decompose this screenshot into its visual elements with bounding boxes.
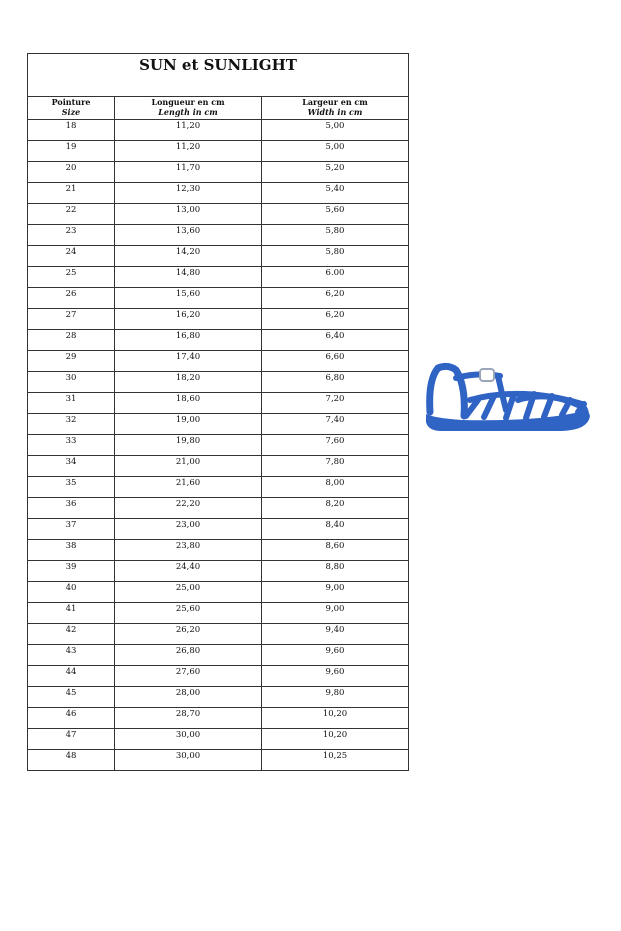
- length-cell: 17,40: [115, 351, 262, 372]
- header-size-fr: Pointure: [51, 97, 91, 107]
- length-cell: 16,20: [115, 309, 262, 330]
- size-cell: 48: [28, 750, 115, 771]
- table-row: [28, 330, 409, 351]
- length-cell: 27,60: [115, 666, 262, 687]
- size-cell: 29: [28, 351, 115, 372]
- width-cell: 10,20: [262, 729, 409, 750]
- table-row: [28, 414, 409, 435]
- table-row: [28, 729, 409, 750]
- length-cell: 18,20: [115, 372, 262, 393]
- width-cell: 9,60: [262, 666, 409, 687]
- length-cell: 11,20: [115, 141, 262, 162]
- table-row: [28, 267, 409, 288]
- table-row: [28, 540, 409, 561]
- table-row: [28, 225, 409, 246]
- length-cell: 30,00: [115, 750, 262, 771]
- size-cell: 27: [28, 309, 115, 330]
- table-row: [28, 183, 409, 204]
- length-cell: 19,80: [115, 435, 262, 456]
- width-cell: 7,80: [262, 456, 409, 477]
- table-row: [28, 120, 409, 141]
- width-cell: 9,60: [262, 645, 409, 666]
- table-row: [28, 603, 409, 624]
- table-row: [28, 624, 409, 645]
- length-cell: 26,80: [115, 645, 262, 666]
- size-cell: 43: [28, 645, 115, 666]
- length-cell: 26,20: [115, 624, 262, 645]
- chart-title: SUN et SUNLIGHT: [28, 54, 409, 97]
- size-cell: 32: [28, 414, 115, 435]
- blue-jelly-sandal-icon: [422, 360, 592, 435]
- length-cell: 24,40: [115, 561, 262, 582]
- size-cell: 25: [28, 267, 115, 288]
- length-cell: 25,00: [115, 582, 262, 603]
- table-row: [28, 204, 409, 225]
- size-cell: 34: [28, 456, 115, 477]
- table-row: [28, 456, 409, 477]
- size-cell: 46: [28, 708, 115, 729]
- width-cell: 8,80: [262, 561, 409, 582]
- table-row: [28, 477, 409, 498]
- size-chart-table: [27, 53, 409, 771]
- size-cell: 26: [28, 288, 115, 309]
- length-cell: 13,00: [115, 204, 262, 225]
- table-row: [28, 582, 409, 603]
- width-cell: 9,80: [262, 687, 409, 708]
- size-cell: 19: [28, 141, 115, 162]
- table-row: [28, 162, 409, 183]
- width-cell: 9,40: [262, 624, 409, 645]
- length-cell: 28,00: [115, 687, 262, 708]
- table-row: [28, 645, 409, 666]
- width-cell: 6,20: [262, 309, 409, 330]
- header-size-en: Size: [61, 107, 81, 117]
- size-cell: 35: [28, 477, 115, 498]
- length-cell: 22,20: [115, 498, 262, 519]
- length-cell: 11,20: [115, 120, 262, 141]
- size-cell: 41: [28, 603, 115, 624]
- size-cell: 38: [28, 540, 115, 561]
- size-cell: 31: [28, 393, 115, 414]
- size-cell: 30: [28, 372, 115, 393]
- width-cell: 9,00: [262, 582, 409, 603]
- length-cell: 28,70: [115, 708, 262, 729]
- size-cell: 23: [28, 225, 115, 246]
- width-cell: 7,40: [262, 414, 409, 435]
- header-width: [262, 97, 409, 120]
- table-row: [28, 351, 409, 372]
- width-cell: 6,20: [262, 288, 409, 309]
- header-length-en: Length in cm: [158, 107, 218, 117]
- length-cell: 23,00: [115, 519, 262, 540]
- width-cell: 5,80: [262, 246, 409, 267]
- length-cell: 25,60: [115, 603, 262, 624]
- table-row: [28, 141, 409, 162]
- length-cell: 15,60: [115, 288, 262, 309]
- table-row: [28, 372, 409, 393]
- width-cell: 8,40: [262, 519, 409, 540]
- width-cell: 6,80: [262, 372, 409, 393]
- length-cell: 18,60: [115, 393, 262, 414]
- length-cell: 23,80: [115, 540, 262, 561]
- header-width-en: Width in cm: [307, 107, 363, 117]
- width-cell: 7,20: [262, 393, 409, 414]
- table-row: [28, 561, 409, 582]
- table-row: [28, 498, 409, 519]
- width-cell: 7,60: [262, 435, 409, 456]
- length-cell: 12,30: [115, 183, 262, 204]
- size-cell: 44: [28, 666, 115, 687]
- size-cell: 28: [28, 330, 115, 351]
- length-cell: 21,00: [115, 456, 262, 477]
- header-size: [28, 97, 115, 120]
- width-cell: 5,60: [262, 204, 409, 225]
- size-rows: [28, 120, 409, 771]
- table-row: [28, 393, 409, 414]
- size-cell: 45: [28, 687, 115, 708]
- width-cell: 5,40: [262, 183, 409, 204]
- width-cell: 5,00: [262, 120, 409, 141]
- width-cell: 8,60: [262, 540, 409, 561]
- table-row: [28, 246, 409, 267]
- width-cell: 8,00: [262, 477, 409, 498]
- length-cell: 13,60: [115, 225, 262, 246]
- size-cell: 47: [28, 729, 115, 750]
- length-cell: 21,60: [115, 477, 262, 498]
- width-cell: 5,80: [262, 225, 409, 246]
- width-cell: 5,00: [262, 141, 409, 162]
- header-length: [115, 97, 262, 120]
- length-cell: 19,00: [115, 414, 262, 435]
- size-cell: 40: [28, 582, 115, 603]
- table-row: [28, 288, 409, 309]
- length-cell: 11,70: [115, 162, 262, 183]
- size-cell: 21: [28, 183, 115, 204]
- width-cell: 8,20: [262, 498, 409, 519]
- width-cell: 6,40: [262, 330, 409, 351]
- size-cell: 18: [28, 120, 115, 141]
- size-cell: 36: [28, 498, 115, 519]
- width-cell: 5,20: [262, 162, 409, 183]
- header-length-fr: Longueur en cm: [151, 97, 225, 107]
- length-cell: 14,80: [115, 267, 262, 288]
- size-cell: 42: [28, 624, 115, 645]
- size-cell: 33: [28, 435, 115, 456]
- length-cell: 14,20: [115, 246, 262, 267]
- width-cell: 6,60: [262, 351, 409, 372]
- size-cell: 37: [28, 519, 115, 540]
- table-row: [28, 708, 409, 729]
- table-row: [28, 519, 409, 540]
- size-cell: 20: [28, 162, 115, 183]
- size-cell: 22: [28, 204, 115, 225]
- width-cell: 6.00: [262, 267, 409, 288]
- table-row: [28, 687, 409, 708]
- length-cell: 30,00: [115, 729, 262, 750]
- size-cell: 39: [28, 561, 115, 582]
- width-cell: 10,25: [262, 750, 409, 771]
- width-cell: 9,00: [262, 603, 409, 624]
- size-cell: 24: [28, 246, 115, 267]
- width-cell: 10,20: [262, 708, 409, 729]
- table-row: [28, 435, 409, 456]
- table-row: [28, 309, 409, 330]
- table-row: [28, 666, 409, 687]
- table-row: [28, 750, 409, 771]
- header-width-fr: Largeur en cm: [302, 97, 368, 107]
- length-cell: 16,80: [115, 330, 262, 351]
